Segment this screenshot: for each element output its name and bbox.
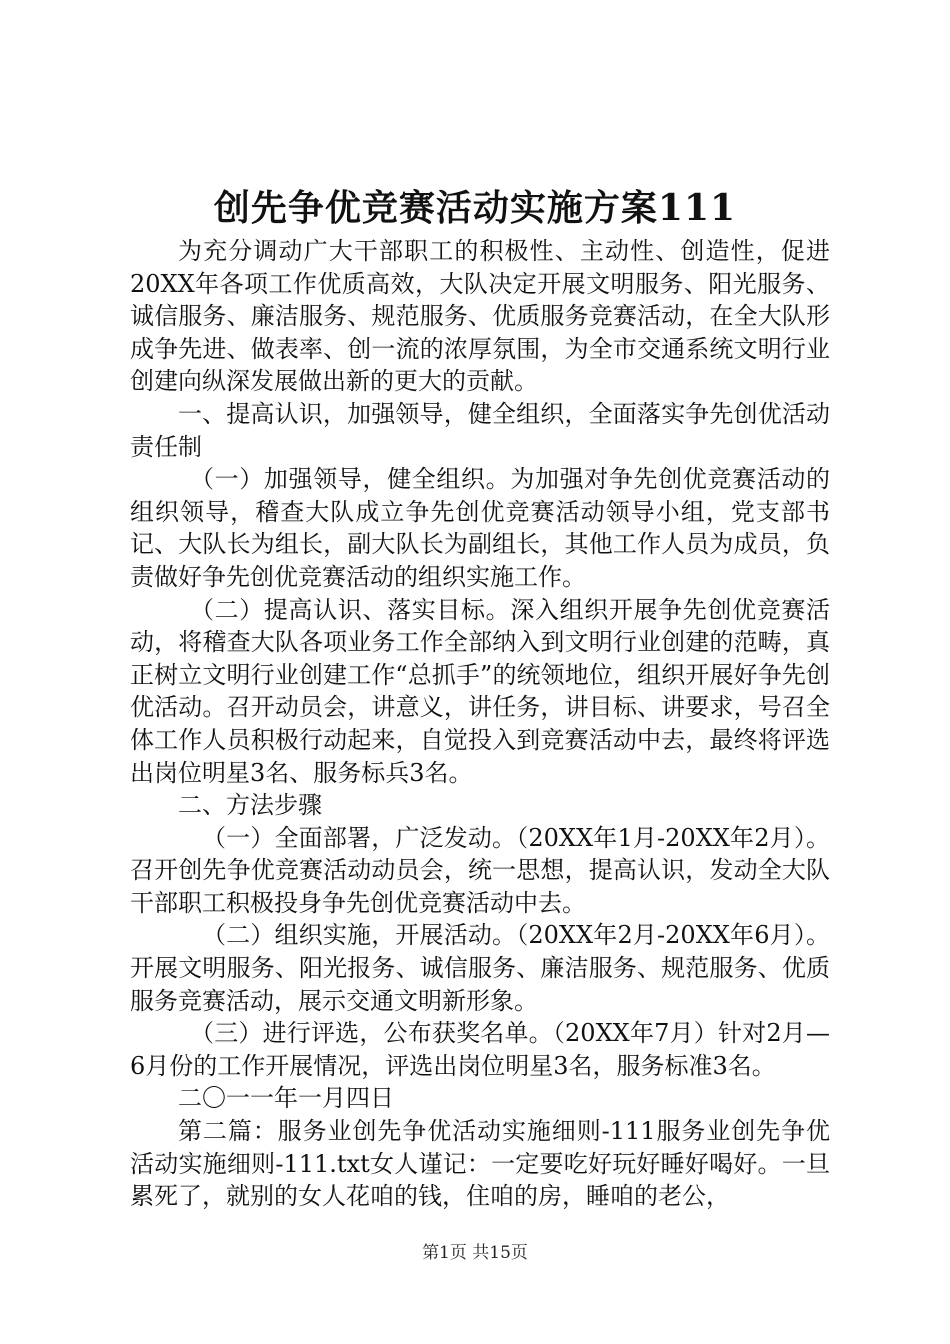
- page-footer: 第1页 共15页: [422, 1243, 528, 1263]
- document-body: [130, 235, 830, 1213]
- section-1-item-1: （一）加强领导，健全组织。为加强对争先创优竞赛活动的组织领导，稽查大队成立争先创优竞赛活动领导小组，党支部书记、大队长为组长，副大队长为副组长，其他工作人员为成员，负责做好争先创优竞赛活动的组织实施工作。: [130, 465, 830, 591]
- section-1-item-2: （二）提高认识、落实目标。深入组织开展争先创优竞赛活动，将稽查大队各项业务工作全部纳入到文明行业创建的范畴，真正树立文明行业创建工作“总抓手”的统领地位，组织开展好争先创优活动。召开动员会，讲意义，讲任务，讲目标、讲要求，号召全体工作人员积极行动起来，自觉投入到竞赛活动中去，最终将评选出岗位明星3名、服务标兵3名。: [130, 595, 830, 787]
- section-1-heading: 一、提高认识，加强领导，健全组织，全面落实争先创优活动责任制: [130, 399, 830, 461]
- section-2-step-1: （一）全面部署，广泛发动。（20XX年1月-20XX年2月）。召开创先争优竞赛活动动员会，统一思想，提高认识，发动全大队干部职工积极投身争先创优竞赛活动中去。: [130, 823, 830, 917]
- section-2-step-2: （二）组织实施，开展活动。（20XX年2月-20XX年6月）。开展文明服务、阳光报务、诚信服务、廉洁服务、规范服务、优质服务竞赛活动，展示交通文明新形象。: [130, 921, 830, 1015]
- intro-paragraph: 为充分调动广大干部职工的积极性、主动性、创造性，促进20XX年各项工作优质高效，大队决定开展文明服务、阳光服务、诚信服务、廉洁服务、规范服务、优质服务竞赛活动，在全大队形成争先进、做表率、创一流的浓厚氛围，为全市交通系统文明行业创建向纵深发展做出新的更大的贡献。: [130, 237, 830, 396]
- section-2-heading: 二、方法步骤: [178, 791, 322, 820]
- document-date: 二〇一一年一月四日: [178, 1084, 394, 1113]
- document-title: 创先争优竞赛活动实施方案111: [213, 187, 737, 229]
- section-2-step-3: （三）进行评选，公布获奖名单。（20XX年7月）针对2月—6月份的工作开展情况，评选出岗位明星3名，服务标准3名。: [130, 1019, 830, 1080]
- second-part-paragraph: 第二篇：服务业创先争优活动实施细则-111服务业创先争优活动实施细则-111.txt女人谨记：一定要吃好玩好睡好喝好。一旦累死了，就别的女人花咱的钱，住咱的房，睡咱的老公，: [130, 1117, 830, 1211]
